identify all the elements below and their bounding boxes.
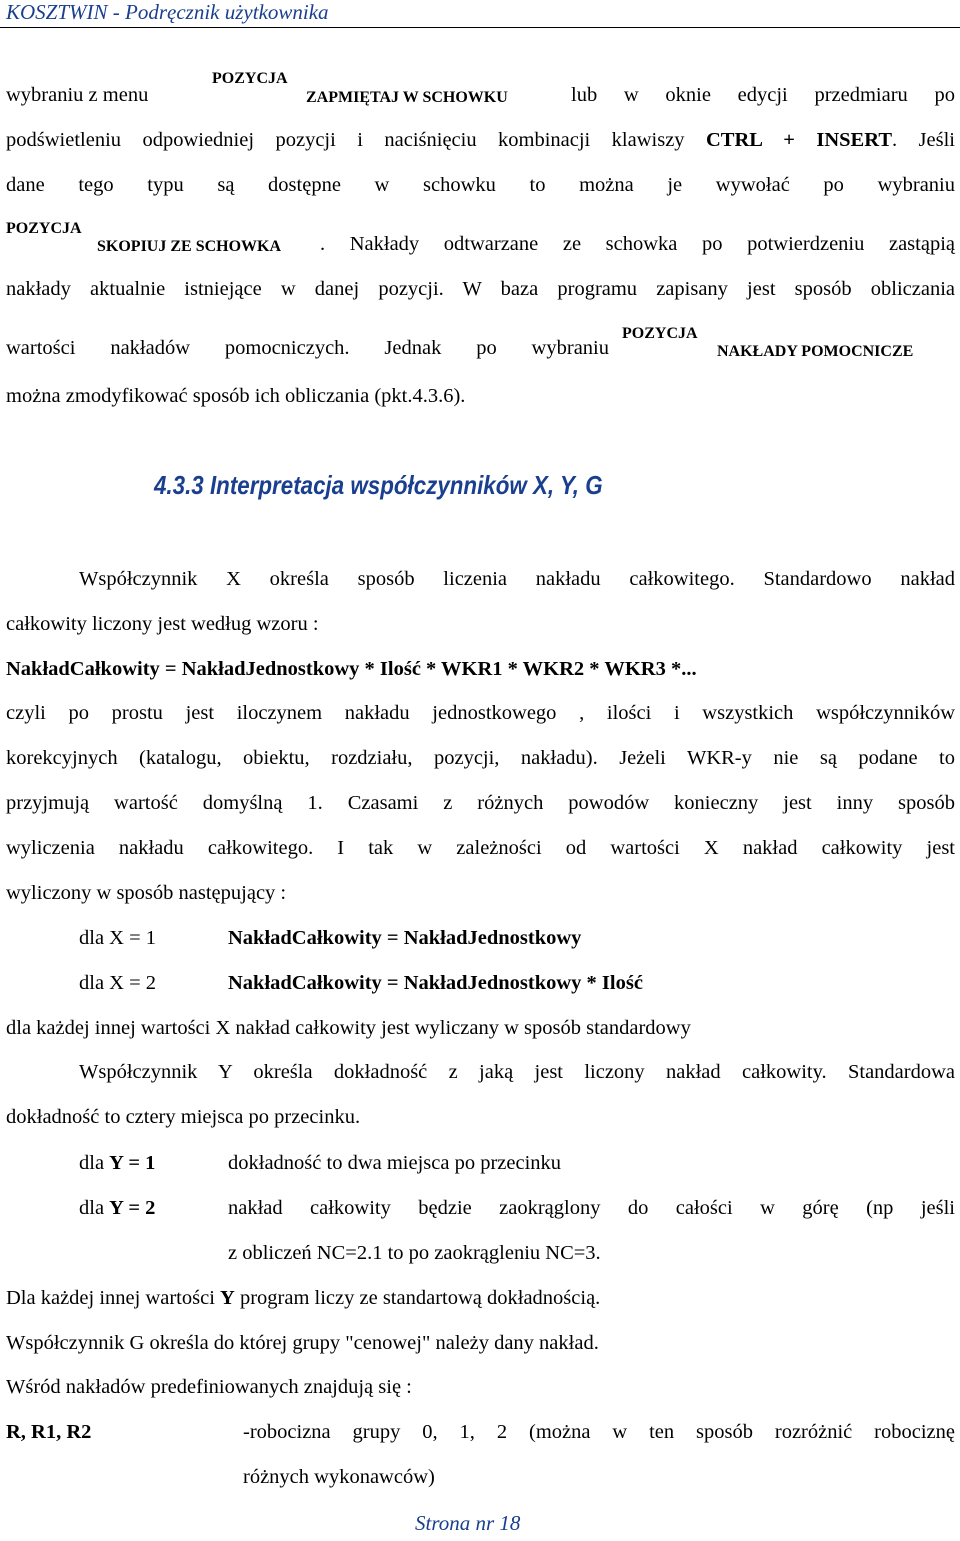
text-line: dokładność to cztery miejsca po przecinku. [6,1106,361,1128]
x-case-condition: dla X = 1 [79,927,157,949]
menu-path-top: POZYCJA [212,70,288,87]
menu-path-item: NAKŁADY POMOCNICZE [717,343,914,360]
header-divider [0,27,960,28]
formula-line: NakładCałkowity = NakładJednostkowy * Ilość * WKR1 * WKR2 * WKR3 *... [6,658,697,680]
menu-path-item: ZAPMIĘTAJ W SCHOWKU [306,89,508,106]
text-line: Współczynnik X określa sposób liczenia nakładu całkowitego. Standardowo nakład [79,568,955,590]
text-span: dla [79,1152,110,1174]
text-line [6,127,955,153]
menu-path-item: SKOPIUJ ZE SCHOWKA [97,238,282,255]
y-value: Y = 1 [109,1152,156,1174]
section-heading: 4.3.3 Interpretacja współczynników X, Y, G [154,470,603,500]
text-line: Współczynnik G określa do której grupy "cenowej" należy dany nakład. [6,1332,599,1354]
y-case-description: dokładność to dwa miejsca po przecinku [228,1152,562,1174]
text-line: lub w oknie edycji przedmiaru po [571,84,955,106]
text-line [6,1285,955,1311]
text-span: podświetleniu odpowiedniej pozycji i naciśnięciu kombinacji klawiszy [6,129,706,151]
text-span: Dla każdej innej wartości [6,1287,221,1309]
text-line: przyjmują wartość domyślną 1. Czasami z różnych powodów konieczny jest inny sposób [6,792,955,814]
y-symbol: Y [220,1287,235,1309]
y-case-condition [79,1150,155,1176]
y-case-description: z obliczeń NC=2.1 to po zaokrągleniu NC=3. [228,1242,601,1264]
text-line: można zmodyfikować sposób ich obliczania (pkt.4.3.6). [6,385,466,407]
x-case-formula: NakładCałkowity = NakładJednostkowy * Ilość [228,972,643,994]
y-value: Y = 2 [109,1197,156,1219]
menu-path-top: POZYCJA [622,325,698,342]
y-case-condition [79,1195,155,1221]
group-description: -robocizna grupy 0, 1, 2 (można w ten sposób rozróżnić robociznę [243,1421,955,1443]
text-line: dla każdej innej wartości X nakład całkowity jest wyliczany w sposób standardowy [6,1017,691,1039]
text-line: Współczynnik Y określa dokładność z jaką jest liczony nakład całkowity. Standardowa [79,1061,955,1083]
text-line: nakłady aktualnie istniejące w danej pozycji. W baza programu zapisany jest sposób obliczania [6,278,955,300]
text-line: wyliczony w sposób następujący : [6,882,287,904]
text-line: wyliczenia nakładu całkowitego. I tak w zależności od wartości X nakład całkowity jest [6,837,955,859]
y-case-description: nakład całkowity będzie zaokrąglony do całości w górę (np jeśli [228,1197,955,1219]
text-line: korekcyjnych (katalogu, obiektu, rozdziału, pozycji, nakładu). Jeżeli WKR-y nie są podane to [6,747,955,769]
group-label: R, R1, R2 [6,1421,92,1443]
text-line: czyli po prostu jest iloczynem nakładu jednostkowego , ilości i wszystkich współczynników [6,702,955,724]
x-case-formula: NakładCałkowity = NakładJednostkowy [228,927,582,949]
text-line: Wśród nakładów predefiniowanych znajdują się : [6,1376,412,1398]
group-description: różnych wykonawców) [243,1466,435,1488]
text-span: dla [79,1197,110,1219]
running-header: KOSZTWIN - Podręcznik użytkownika [0,0,960,26]
key-combo: CTRL + INSERT [706,129,892,151]
text-line: . Nakłady odtwarzane ze schowka po potwierdzeniu zastąpią [320,233,955,255]
text-line: wybraniu z menu [6,84,149,106]
text-line: wartości nakładów pomocniczych. Jednak po wybraniu [6,337,609,359]
x-case-condition: dla X = 2 [79,972,157,994]
text-line: całkowity liczony jest według wzoru : [6,613,319,635]
page-number: Strona nr 18 [415,1511,521,1535]
text-span: . Jeśli [892,129,956,151]
text-span: program liczy ze standartową dokładnością. [234,1287,601,1309]
text-line: dane tego typu są dostępne w schowku to można je wywołać po wybraniu [6,174,955,196]
menu-path-top: POZYCJA [6,220,82,237]
